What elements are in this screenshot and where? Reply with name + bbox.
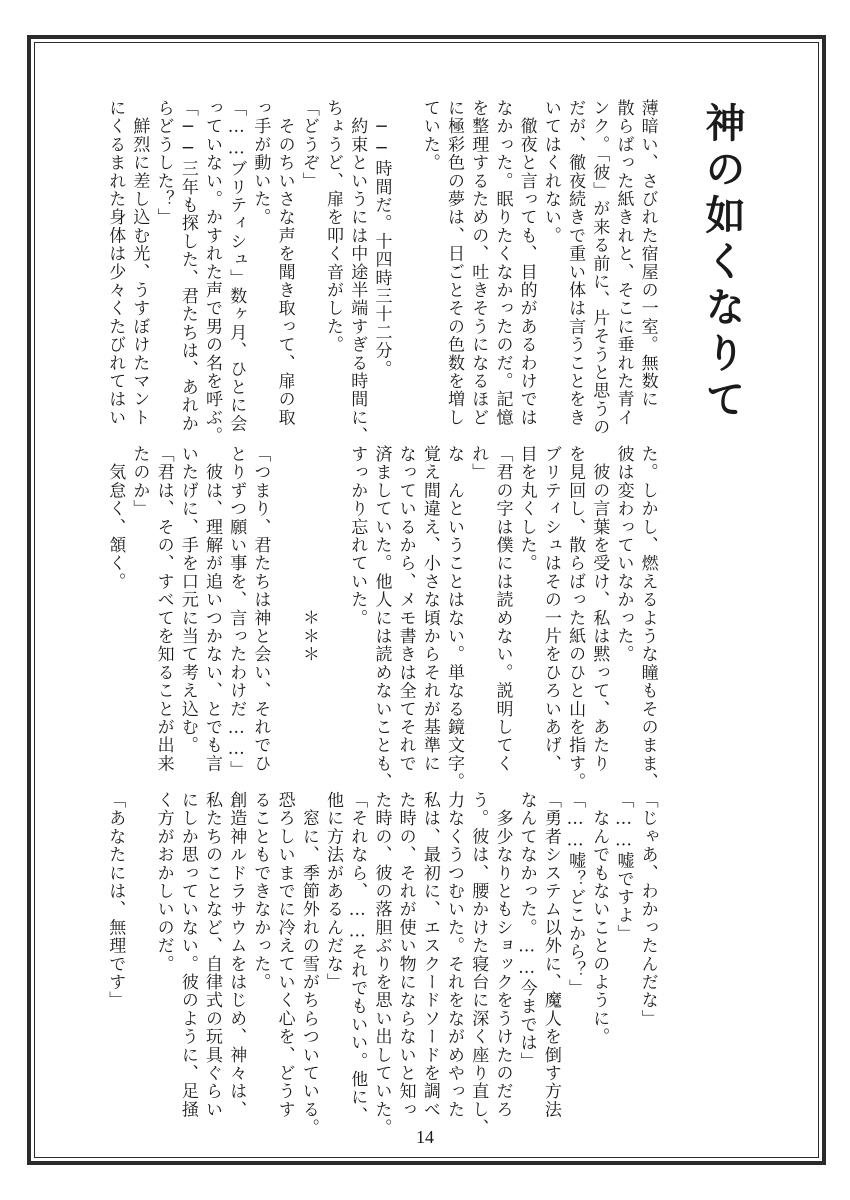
text-line: 彼は、理解が追いつかない、とでも言 (202, 445, 223, 773)
text-line: ちょうど、扉を叩く音がした。 (323, 99, 344, 354)
text-line: そのちいさな声を聞き取って、扉の取 (274, 99, 295, 427)
text-line: を見回し、散らばった紙のひと山を指す。 (565, 445, 586, 791)
text-line: 「──三年も探した、君たちは、あれか (177, 99, 198, 433)
text-line: く方がおかしいのだ。 (153, 791, 174, 973)
text-line: 「……ブリティシュ」数ヶ月、ひとに会 (226, 99, 247, 433)
text-line: 多少なりともショックをうけたのだろ (492, 791, 513, 1119)
text-line: に極彩色の夢は、日ごとその色数を増し (444, 99, 465, 427)
text-line: たのか」 (129, 445, 150, 518)
text-line: 「じゃあ、わかったんだな」 (637, 791, 658, 1028)
text-line: いたげに、手を口元に当て考え込む。 (177, 445, 198, 755)
text-line: いてはくれない。 (540, 99, 561, 245)
text-line: 約束というには中途半端すぎる時間に、 (347, 99, 368, 445)
text-line: う。彼は、腰かけた寝台に深く座り直し、 (468, 791, 489, 1137)
text-line: 恐ろしいまでに冷えていく心を、どうす (274, 791, 295, 1119)
text-line: らどうした？」 (153, 99, 174, 227)
text-line: 気怠く、頷く。 (105, 445, 126, 591)
text-line (127, 791, 151, 1126)
text-line: ＊＊＊ (298, 445, 319, 664)
text-line (393, 99, 417, 434)
text-line: な んということはない。単なる鏡文字。 (444, 445, 465, 791)
text-line: 力なくうつむいた。それをながめやった (444, 791, 465, 1119)
text-line: 鮮烈に差し込む光、うすぼけたマント (129, 99, 150, 427)
text-line: ──時間だ。十四時三十二分。 (371, 99, 392, 378)
text-line: 「君は、その、すべてを知ることが出来 (153, 445, 174, 773)
text-line: 窓に、季節外れの雪がちらついている。 (298, 791, 319, 1137)
text-line: 創造神ルドラサウムをはじめ、神々は、 (226, 791, 247, 1119)
text-line: 薄暗い、さびれた宿屋の一室。無数に (637, 99, 658, 409)
text-line: 彼は変わっていなかった。 (613, 445, 634, 664)
text-line: 覚え間違え、小さな頃からそれが基準に (419, 445, 440, 773)
text-line: 済ましていた。他人には読めないことも、 (371, 445, 392, 791)
text-line: 散らばった紙きれと、そこに垂れた青イ (613, 99, 634, 427)
text-line: ブリティシュはその一片をひろいあげ、 (540, 445, 561, 773)
text-line: た時の、それが使い物にならないと知っ (395, 791, 416, 1119)
text-line (272, 445, 296, 780)
text-line: すっかり忘れていた。 (347, 445, 368, 627)
text-line: なかった。眠りたくなかったのだ。記憶 (492, 99, 513, 427)
text-column-top (103, 99, 660, 445)
text-line: た。しかし、燃えるような瞳もそのまま、 (637, 445, 658, 791)
text-column-middle (103, 445, 660, 791)
text-line: 「勇者システム以外に、魔人を倒す方法 (540, 791, 561, 1119)
text-line: 他に方法があるんだな」 (323, 791, 344, 992)
text-line: れ」 (468, 445, 489, 482)
text-line: ていた。 (419, 99, 440, 172)
text-line: だが、徹夜続きで重い体は言うことをき (565, 99, 586, 427)
text-line: 「どうぞ」 (298, 99, 319, 190)
text-line: っていない。かすれた声で男の名を呼ぶ。 (202, 99, 223, 445)
text-line: を整理するための、吐きそうになるほど (468, 99, 489, 427)
text-line: にしか思っていない。彼のように、足掻 (177, 791, 198, 1119)
text-line: なっているから、メモ書きは全てそれで (395, 445, 416, 773)
text-line: なんてなかった。……今までは」 (516, 791, 537, 1070)
text-line: 徹夜と言っても、目的があるわけでは (516, 99, 537, 427)
text-line: 私は、最初に、エスクードソードを調べ (419, 791, 440, 1119)
chapter-title: 神の如くなりて (699, 102, 746, 424)
text-line: っ手が動いた。 (250, 99, 271, 227)
page-number: 14 (416, 1127, 434, 1147)
text-line: 「それなら、……それでもいい。他に、 (347, 791, 368, 1125)
text-line: 目を丸くした。 (516, 445, 537, 573)
text-line: とりずつ願い事を、言ったわけだ……」 (226, 445, 247, 779)
text-line: ンク。「彼」が来る前に、片そうと思うの (589, 99, 610, 437)
text-line: 「君の字は僕には読めない。説明してく (492, 445, 513, 773)
text-line: た時の、彼の落胆ぶりを思い出していた。 (371, 791, 392, 1137)
text-line: 彼の言葉を受け、私は黙って、あたり (589, 445, 610, 773)
text-line: ることもできなかった。 (250, 791, 271, 992)
text-line: なんでもないことのように。 (589, 791, 610, 1046)
text-line: 私たちのことなど、自律式の玩具ぐらい (202, 791, 223, 1119)
text-line: にくるまれた身体は少々くたびれてはい (105, 99, 126, 427)
text-line: 「……嘘？どこから？」 (565, 791, 586, 998)
text-line: 「あなたには、無理です」 (105, 791, 126, 1010)
text-line: 「つまり、君たちは神と会い、それでひ (250, 445, 271, 773)
text-line (321, 445, 345, 780)
text-line: 「……嘘ですよ」 (613, 791, 634, 943)
